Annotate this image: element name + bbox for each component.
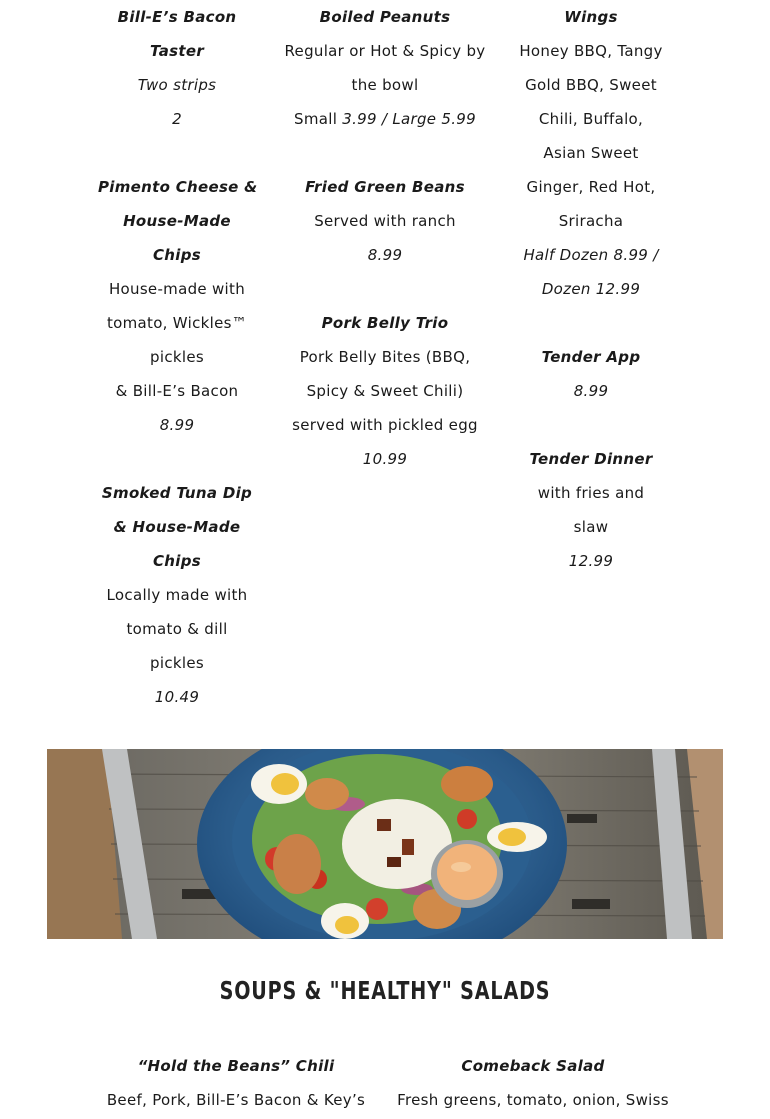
item-name: Comeback Salad bbox=[461, 1057, 605, 1075]
item-desc: Gold BBQ, Sweet bbox=[525, 76, 657, 94]
item-name: Taster bbox=[149, 42, 205, 60]
item-name: Boiled Peanuts bbox=[319, 8, 451, 26]
item-name: Bill-E’s Bacon bbox=[117, 8, 237, 26]
salad-item bbox=[392, 1049, 674, 1117]
item-price: Dozen 12.99 bbox=[541, 280, 641, 298]
item-desc: tomato, Wickles™ bbox=[106, 314, 248, 332]
item-price: Half Dozen 8.99 / bbox=[523, 246, 659, 264]
item-price: 2 bbox=[172, 110, 182, 128]
item-desc: pickles bbox=[150, 348, 204, 366]
item-desc: Honey BBQ, Tangy bbox=[519, 42, 663, 60]
item-name: Tender App bbox=[541, 348, 641, 366]
item-desc: pickles bbox=[150, 654, 204, 672]
item-name: House-Made bbox=[123, 212, 231, 230]
item-desc: served with pickled egg bbox=[292, 416, 478, 434]
item-price: 8.99 bbox=[573, 382, 609, 400]
item-desc: Served with ranch bbox=[314, 212, 456, 230]
item-name: Smoked Tuna Dip bbox=[101, 484, 253, 502]
item-price: 8.99 bbox=[367, 246, 403, 264]
item-desc: Chili, Buffalo, bbox=[538, 110, 644, 128]
item-desc: Ginger, Red Hot, bbox=[526, 178, 656, 196]
menu-column-3 bbox=[505, 0, 677, 578]
item-desc: Spicy & Sweet Chili) bbox=[306, 382, 464, 400]
item-desc: House-made with bbox=[108, 280, 246, 298]
item-name: Tender Dinner bbox=[529, 450, 653, 468]
item-price bbox=[280, 102, 490, 136]
item-desc: Regular or Hot & Spicy by bbox=[284, 42, 486, 60]
item-name: Pimento Cheese & bbox=[98, 178, 258, 196]
item-desc: the bowl bbox=[351, 76, 419, 94]
item-desc: Locally made with bbox=[106, 586, 248, 604]
menu-column-2 bbox=[280, 0, 490, 476]
section-title: SOUPS & "HEALTHY" SALADS bbox=[219, 976, 551, 1005]
item-name: “Hold the Beans” Chili bbox=[137, 1057, 335, 1075]
item-desc: with fries and bbox=[537, 484, 645, 502]
item-desc: Asian Sweet bbox=[543, 144, 639, 162]
price-value: 3.99 / Large 5.99 bbox=[342, 110, 476, 128]
item-price: 10.99 bbox=[362, 450, 408, 468]
item-name: Fried Green Beans bbox=[305, 178, 465, 196]
item-price: 10.49 bbox=[154, 688, 200, 706]
item-desc: Sriracha bbox=[558, 212, 624, 230]
item-desc: tomato & dill bbox=[126, 620, 228, 638]
item-name: & House-Made bbox=[113, 518, 241, 536]
item-price: 8.99 bbox=[159, 416, 195, 434]
salad-hero-image bbox=[47, 749, 723, 939]
item-desc: Fresh greens, tomato, onion, Swiss bbox=[397, 1091, 669, 1109]
item-name: Chips bbox=[153, 552, 201, 570]
item-desc: & Bill-E’s Bacon bbox=[115, 382, 239, 400]
item-name: Pork Belly Trio bbox=[321, 314, 449, 332]
item-name: Chips bbox=[153, 246, 201, 264]
menu-column-1 bbox=[98, 0, 256, 714]
item-desc: Beef, Pork, Bill-E’s Bacon & Key’s bbox=[106, 1091, 366, 1109]
item-name: Wings bbox=[564, 8, 618, 26]
item-desc: Pork Belly Bites (BBQ, bbox=[299, 348, 471, 366]
item-price: 12.99 bbox=[568, 552, 614, 570]
price-prefix: Small bbox=[294, 110, 343, 128]
item-desc: slaw bbox=[573, 518, 609, 536]
item-desc: Two strips bbox=[137, 76, 217, 94]
soup-item bbox=[95, 1049, 377, 1117]
salad-illustration bbox=[47, 749, 723, 939]
